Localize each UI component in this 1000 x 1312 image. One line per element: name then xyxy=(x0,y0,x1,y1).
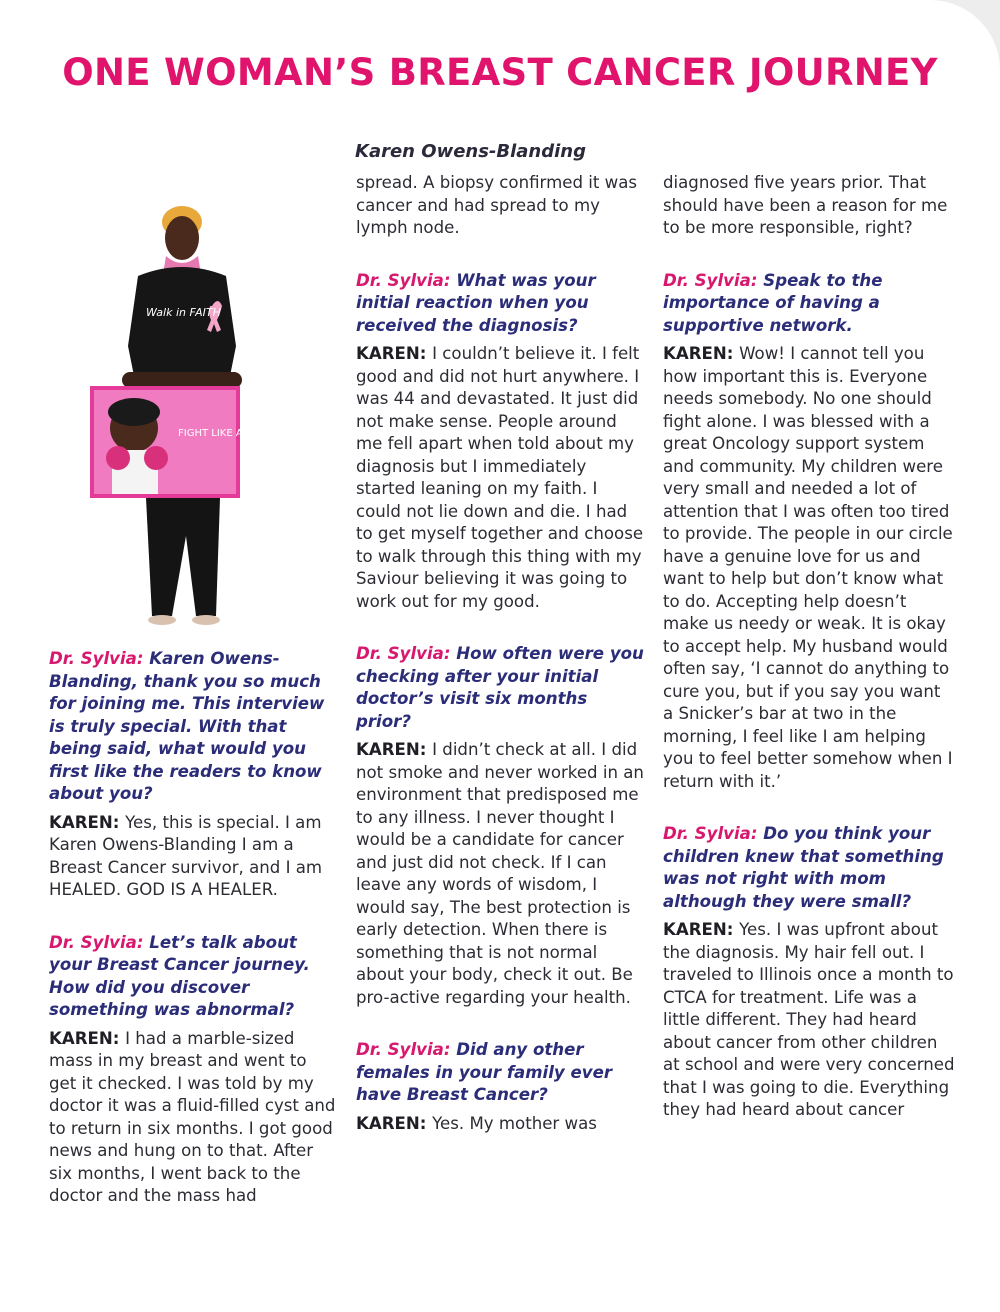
column-2 xyxy=(356,172,646,1135)
answer-text: I had a marble-sized mass in my breast and went to get it checked. I was told by my doctor it was a fluid-filled cyst and to return in six months. I got good news and hung on to that. After six months, I went back to the doctor and the mass had xyxy=(49,1028,336,1205)
guest-label: KAREN: xyxy=(49,1028,126,1048)
interview-answer xyxy=(356,1113,646,1136)
interviewer-label: Dr. Sylvia: xyxy=(49,649,150,668)
column-3 xyxy=(663,172,955,1122)
interview-answer xyxy=(663,919,955,1122)
question-text: How often were you checking after your initial doctor’s visit six months prior? xyxy=(356,644,644,731)
guest-label: KAREN: xyxy=(356,740,433,759)
guest-label: KAREN: xyxy=(663,344,740,363)
shirt-text: Walk in FAITH xyxy=(146,306,221,319)
interviewer-label: Dr. Sylvia: xyxy=(49,932,150,952)
question-text: Do you think your children knew that something was not right with mom although they were small? xyxy=(663,824,944,911)
question-text: What was your initial reaction when you received the diagnosis? xyxy=(356,270,596,335)
guest-label: KAREN: xyxy=(663,920,740,939)
interview-answer xyxy=(49,1028,339,1208)
interviewer-label: Dr. Sylvia: xyxy=(663,270,764,290)
question-text: Let’s talk about your Breast Cancer journey. How did you discover something was abnormal? xyxy=(49,932,310,1019)
continued-text: diagnosed five years prior. That should have been a reason for me to be more responsible, right? xyxy=(663,173,948,237)
interview-question xyxy=(356,270,646,338)
question-text: Karen Owens-Blanding, thank you so much for joining me. This interview is truly special. With that being said, what would you first like the readers to know about you? xyxy=(49,649,325,803)
answer-text: Wow! I cannot tell you how important this is. Everyone needs somebody. No one should fight alone. I was blessed with a great Oncology support system and community. My children were very small and needed a lot of attention that I was often too tired to provide. The people in our circle have a genuine love for us and want to help but don’t know what to do. Accepting help doesn’t make us needy or weak. It is okay to accept help. My husband would often say, ‘I cannot do anything to cure you, but if you say you want a Snicker’s bar at two in the morning, I feel like I am helping you to feel better somehow when I return with it.’ xyxy=(663,344,953,791)
column-1 xyxy=(49,648,339,1208)
answer-text: Yes. I was upfront about the diagnosis. My hair fell out. I traveled to Illinois once a month to CTCA for treatment. Life was a little different. They had heard about cancer from other children at school and were very concerned that I was going to die. Everything they had heard about cancer xyxy=(663,920,955,1119)
interview-answer xyxy=(49,812,339,902)
answer-text: Yes, this is special. I am Karen Owens-Blanding I am a Breast Cancer survivor, and I am HEALED. GOD IS A HEALER. xyxy=(49,812,323,899)
guest-label: KAREN: xyxy=(356,344,433,363)
interviewer-label: Dr. Sylvia: xyxy=(663,824,764,843)
poster-text: FIGHT LIKE A GIRL xyxy=(178,428,270,439)
article-title: ONE WOMAN’S BREAST CANCER JOURNEY xyxy=(62,51,938,94)
guest-label: KAREN: xyxy=(49,812,126,832)
article-byline: Karen Owens-Blanding xyxy=(355,141,587,162)
interview-question xyxy=(663,823,955,913)
interview-question xyxy=(356,643,646,733)
interview-question xyxy=(663,270,955,338)
interview-answer xyxy=(663,343,955,793)
continued-text: spread. A biopsy confirmed it was cancer and had spread to my lymph node. xyxy=(356,173,638,237)
interview-question xyxy=(49,648,339,806)
interview-question xyxy=(49,932,339,1022)
interviewer-label: Dr. Sylvia: xyxy=(356,644,457,663)
interview-answer xyxy=(356,739,646,1009)
interview-question xyxy=(356,1039,646,1107)
portrait-photo xyxy=(86,196,270,626)
question-text: Did any other females in your family ever have Breast Cancer? xyxy=(356,1040,613,1104)
question-text: Speak to the importance of having a supportive network. xyxy=(663,270,883,335)
answer-text: I couldn’t believe it. I felt good and did not hurt anywhere. I was 44 and devastated. It just did not make sense. People around me fell apart when told about my diagnosis but I immediately started leaning on my faith. I could not lie down and die. I had to get myself together and choose to walk through this thing with my Saviour believing it was going to work out for my good. xyxy=(356,344,644,611)
interview-answer xyxy=(356,343,646,613)
interviewer-label: Dr. Sylvia: xyxy=(356,270,457,290)
answer-text: Yes. My mother was xyxy=(432,1113,597,1133)
guest-label: KAREN: xyxy=(356,1113,433,1133)
answer-text: I didn’t check at all. I did not smoke and never worked in an environment that predisposed me to any illness. I never thought I would be a candidate for cancer and just did not check. If I can leave any words of wisdom, I would say, The best protection is early detection. When there is something that is not normal about your body, check it out. Be pro-active regarding your health. xyxy=(356,740,644,1007)
interviewer-label: Dr. Sylvia: xyxy=(356,1040,457,1059)
